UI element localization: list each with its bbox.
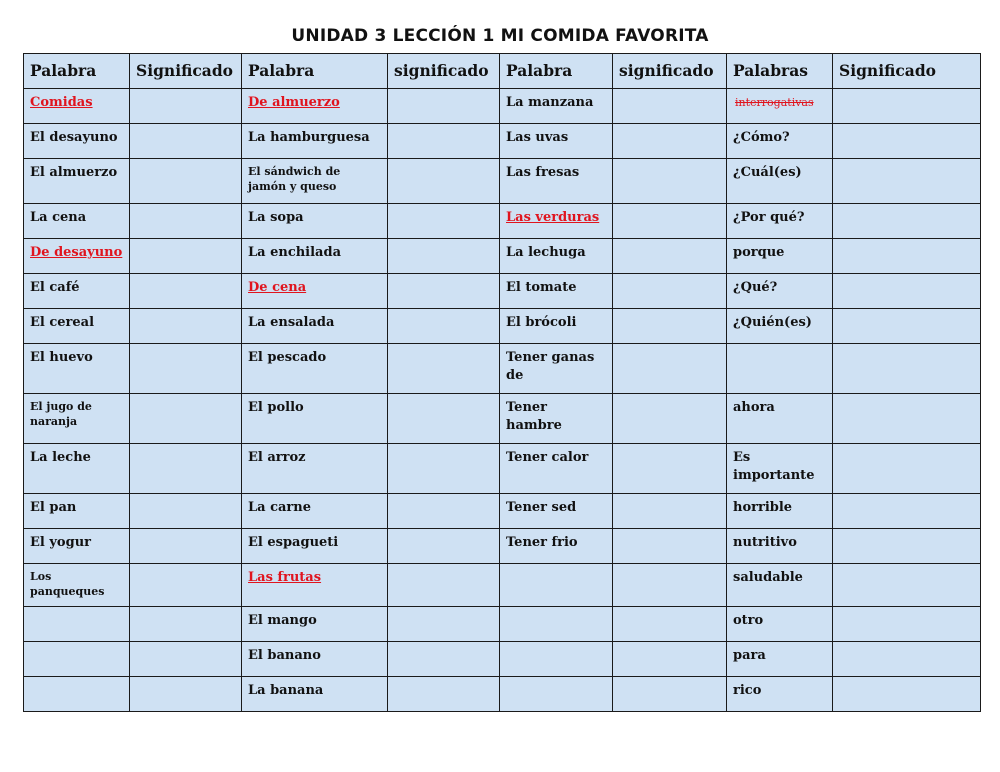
meaning-answer-cell[interactable] <box>388 564 500 607</box>
meaning-answer-cell[interactable] <box>833 642 981 677</box>
word-cell: porque <box>727 239 833 274</box>
meaning-answer-cell[interactable] <box>613 159 727 204</box>
word-cell: La ensalada <box>242 309 388 344</box>
table-row <box>24 529 981 564</box>
meaning-answer-cell[interactable] <box>613 529 727 564</box>
word-cell: ahora <box>727 394 833 444</box>
meaning-answer-cell[interactable] <box>833 677 981 712</box>
table-row <box>24 204 981 239</box>
table-row <box>24 89 981 124</box>
meaning-answer-cell[interactable] <box>613 274 727 309</box>
table-row <box>24 274 981 309</box>
word-cell: Comidas <box>24 89 130 124</box>
word-cell <box>24 642 130 677</box>
word-cell: Las frutas <box>242 564 388 607</box>
word-cell: Las verduras <box>500 204 613 239</box>
word-cell: rico <box>727 677 833 712</box>
word-cell: nutritivo <box>727 529 833 564</box>
word-cell: De desayuno <box>24 239 130 274</box>
header-significado-2: significado <box>388 54 500 89</box>
word-cell: Tener sed <box>500 494 613 529</box>
word-cell: El pan <box>24 494 130 529</box>
meaning-answer-cell[interactable] <box>388 344 500 394</box>
word-cell: El mango <box>242 607 388 642</box>
table-row <box>24 642 981 677</box>
word-cell: otro <box>727 607 833 642</box>
meaning-answer-cell[interactable] <box>833 344 981 394</box>
table-row <box>24 494 981 529</box>
header-row <box>24 54 981 89</box>
meaning-answer-cell[interactable] <box>388 124 500 159</box>
word-cell <box>24 607 130 642</box>
table-row <box>24 309 981 344</box>
word-cell <box>500 607 613 642</box>
word-cell: El jugo de naranja <box>24 394 130 444</box>
meaning-answer-cell[interactable] <box>833 394 981 444</box>
meaning-answer-cell[interactable] <box>833 239 981 274</box>
word-cell: La leche <box>24 444 130 494</box>
meaning-answer-cell[interactable] <box>613 607 727 642</box>
word-cell <box>24 677 130 712</box>
meaning-answer-cell[interactable] <box>833 529 981 564</box>
meaning-answer-cell[interactable] <box>130 274 242 309</box>
word-cell: El espagueti <box>242 529 388 564</box>
table-row <box>24 344 981 394</box>
meaning-answer-cell[interactable] <box>388 529 500 564</box>
page-title: UNIDAD 3 LECCIÓN 1 MI COMIDA FAVORITA <box>291 26 709 46</box>
meaning-answer-cell[interactable] <box>388 274 500 309</box>
word-cell: Es importante <box>727 444 833 494</box>
meaning-answer-cell[interactable] <box>613 309 727 344</box>
word-cell: Los panqueques <box>24 564 130 607</box>
word-cell: Tener hambre <box>500 394 613 444</box>
header-significado-4: Significado <box>833 54 981 89</box>
header-palabras-4: Palabras <box>727 54 833 89</box>
meaning-answer-cell[interactable] <box>388 159 500 204</box>
meaning-answer-cell[interactable] <box>833 607 981 642</box>
word-cell: Tener calor <box>500 444 613 494</box>
meaning-answer-cell[interactable] <box>833 564 981 607</box>
word-cell: El café <box>24 274 130 309</box>
table-row <box>24 564 981 607</box>
meaning-answer-cell[interactable] <box>833 444 981 494</box>
word-cell: El yogur <box>24 529 130 564</box>
header-significado-3: significado <box>613 54 727 89</box>
meaning-answer-cell[interactable] <box>613 344 727 394</box>
table-row <box>24 394 981 444</box>
meaning-answer-cell[interactable] <box>130 124 242 159</box>
meaning-answer-cell[interactable] <box>388 494 500 529</box>
meaning-answer-cell[interactable] <box>388 204 500 239</box>
meaning-answer-cell[interactable] <box>833 494 981 529</box>
meaning-answer-cell[interactable] <box>613 444 727 494</box>
word-cell: El almuerzo <box>24 159 130 204</box>
word-cell: ¿Por qué? <box>727 204 833 239</box>
meaning-answer-cell[interactable] <box>130 239 242 274</box>
meaning-answer-cell[interactable] <box>833 274 981 309</box>
table-row <box>24 607 981 642</box>
meaning-answer-cell[interactable] <box>130 204 242 239</box>
word-cell: La manzana <box>500 89 613 124</box>
word-cell <box>500 564 613 607</box>
word-cell: La cena <box>24 204 130 239</box>
word-cell: ¿Qué? <box>727 274 833 309</box>
word-cell: La carne <box>242 494 388 529</box>
table-row <box>24 124 981 159</box>
meaning-answer-cell[interactable] <box>388 444 500 494</box>
word-cell: El desayuno <box>24 124 130 159</box>
header-palabra-3: Palabra <box>500 54 613 89</box>
word-cell: La lechuga <box>500 239 613 274</box>
meaning-answer-cell[interactable] <box>130 677 242 712</box>
word-cell: Tener ganas de <box>500 344 613 394</box>
meaning-answer-cell[interactable] <box>613 124 727 159</box>
header-palabra-1: Palabra <box>24 54 130 89</box>
meaning-answer-cell[interactable] <box>130 529 242 564</box>
meaning-answer-cell[interactable] <box>388 607 500 642</box>
meaning-answer-cell[interactable] <box>613 494 727 529</box>
meaning-answer-cell[interactable] <box>833 124 981 159</box>
meaning-answer-cell[interactable] <box>613 677 727 712</box>
meaning-answer-cell[interactable] <box>388 394 500 444</box>
word-cell: La banana <box>242 677 388 712</box>
meaning-answer-cell[interactable] <box>388 642 500 677</box>
word-cell: El tomate <box>500 274 613 309</box>
meaning-answer-cell[interactable] <box>130 309 242 344</box>
word-cell <box>500 642 613 677</box>
meaning-answer-cell[interactable] <box>130 607 242 642</box>
word-cell: El cereal <box>24 309 130 344</box>
word-cell: ¿Quién(es) <box>727 309 833 344</box>
word-cell: Las uvas <box>500 124 613 159</box>
word-cell: De almuerzo <box>242 89 388 124</box>
word-cell: Las fresas <box>500 159 613 204</box>
meaning-answer-cell[interactable] <box>388 89 500 124</box>
meaning-answer-cell[interactable] <box>130 89 242 124</box>
table-row <box>24 444 981 494</box>
meaning-answer-cell[interactable] <box>130 394 242 444</box>
vocabulary-table <box>23 53 981 712</box>
meaning-answer-cell[interactable] <box>613 204 727 239</box>
word-cell: El sándwich de jamón y queso <box>242 159 388 204</box>
header-significado-1: Significado <box>130 54 242 89</box>
word-cell: La enchilada <box>242 239 388 274</box>
meaning-answer-cell[interactable] <box>613 394 727 444</box>
word-cell: horrible <box>727 494 833 529</box>
word-cell: El pollo <box>242 394 388 444</box>
table-row <box>24 159 981 204</box>
meaning-answer-cell[interactable] <box>613 564 727 607</box>
word-cell <box>727 344 833 394</box>
meaning-answer-cell[interactable] <box>388 239 500 274</box>
word-cell: La sopa <box>242 204 388 239</box>
meaning-answer-cell[interactable] <box>613 239 727 274</box>
header-palabra-2: Palabra <box>242 54 388 89</box>
word-cell: El arroz <box>242 444 388 494</box>
meaning-answer-cell[interactable] <box>130 444 242 494</box>
meaning-answer-cell[interactable] <box>613 642 727 677</box>
word-cell: El banano <box>242 642 388 677</box>
meaning-answer-cell[interactable] <box>833 309 981 344</box>
word-cell: interrogativas <box>727 89 833 124</box>
meaning-answer-cell[interactable] <box>130 642 242 677</box>
meaning-answer-cell[interactable] <box>833 159 981 204</box>
word-cell: ¿Cuál(es) <box>727 159 833 204</box>
word-cell: para <box>727 642 833 677</box>
word-cell: El pescado <box>242 344 388 394</box>
word-cell: Tener frio <box>500 529 613 564</box>
meaning-answer-cell[interactable] <box>613 89 727 124</box>
word-cell: ¿Cómo? <box>727 124 833 159</box>
meaning-answer-cell[interactable] <box>388 309 500 344</box>
meaning-answer-cell[interactable] <box>130 494 242 529</box>
meaning-answer-cell[interactable] <box>388 677 500 712</box>
meaning-answer-cell[interactable] <box>130 564 242 607</box>
table-row <box>24 239 981 274</box>
meaning-answer-cell[interactable] <box>130 159 242 204</box>
word-cell: El huevo <box>24 344 130 394</box>
table-row <box>24 677 981 712</box>
word-cell: La hamburguesa <box>242 124 388 159</box>
word-cell: De cena <box>242 274 388 309</box>
meaning-answer-cell[interactable] <box>130 344 242 394</box>
word-cell <box>500 677 613 712</box>
word-cell: El brócoli <box>500 309 613 344</box>
meaning-answer-cell[interactable] <box>833 204 981 239</box>
meaning-answer-cell[interactable] <box>833 89 981 124</box>
word-cell: saludable <box>727 564 833 607</box>
